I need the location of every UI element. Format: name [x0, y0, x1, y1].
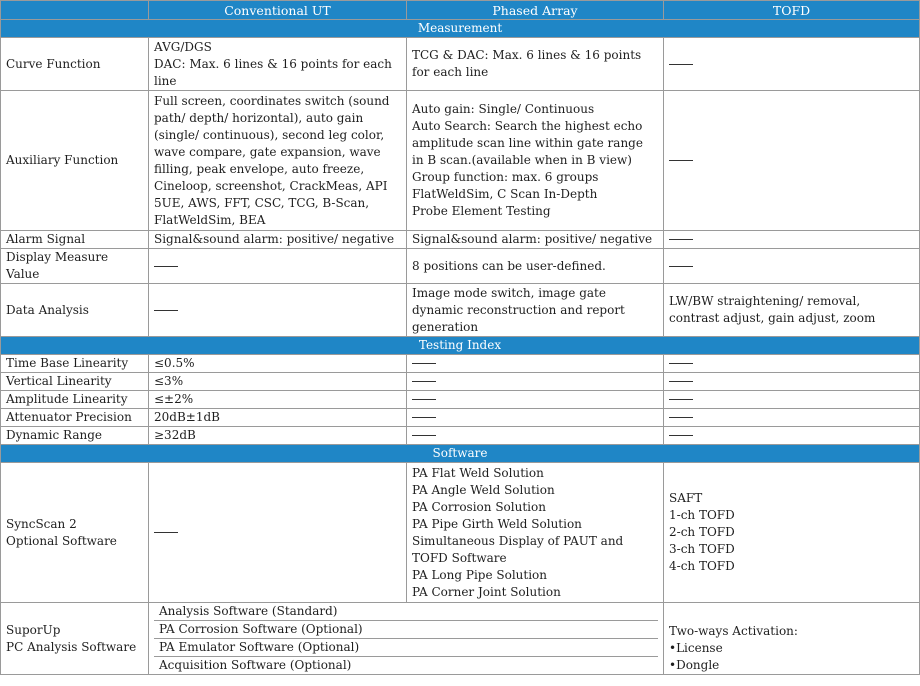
text-line: FlatWeldSim, C Scan In-Depth	[412, 187, 598, 201]
header-tofd: TOFD	[664, 1, 920, 20]
list-item: PA Corrosion Software (Optional)	[154, 621, 658, 639]
row-label: Data Analysis	[1, 284, 149, 337]
text-line: •Dongle	[669, 658, 720, 672]
list-item: Analysis Software (Standard)	[154, 603, 658, 621]
text-line: Auto Search: Search the highest echo amplitude scan line within gate range in B scan.(available when in B view)	[412, 119, 643, 167]
data-analysis-tofd: LW/BW straightening/ removal, contrast adjust, gain adjust, zoom	[664, 284, 920, 337]
amplitude-linearity-conventional: ≤±2%	[149, 391, 407, 409]
syncscan-phased	[407, 463, 664, 603]
dash-mark	[154, 310, 178, 311]
row-alarm-signal	[1, 231, 920, 249]
text-line: 2-ch TOFD	[669, 525, 735, 539]
row-time-base-linearity	[1, 355, 920, 373]
row-label: Amplitude Linearity	[1, 391, 149, 409]
row-label: Vertical Linearity	[1, 373, 149, 391]
text-line: AVG/DGS	[154, 39, 212, 54]
row-data-analysis	[1, 284, 920, 337]
display-measure-conventional	[149, 249, 407, 284]
header-row	[1, 1, 920, 20]
text-line: SyncScan 2	[6, 516, 77, 531]
row-curve-function	[1, 38, 920, 91]
attenuator-precision-tofd	[664, 409, 920, 427]
text-line: 3-ch TOFD	[669, 542, 735, 556]
text-line: PA Corrosion Solution	[412, 499, 546, 514]
text-line: 1-ch TOFD	[669, 508, 735, 522]
time-base-linearity-tofd	[664, 355, 920, 373]
text-line: PA Angle Weld Solution	[412, 482, 555, 497]
dash-mark	[412, 399, 436, 400]
dash-mark	[669, 363, 693, 364]
vertical-linearity-tofd	[664, 373, 920, 391]
curve-function-phased: TCG & DAC: Max. 6 lines & 16 points for each line	[407, 38, 664, 91]
display-measure-tofd	[664, 249, 920, 284]
text-line: Simultaneous Display of PAUT and TOFD Software	[412, 533, 624, 565]
data-analysis-phased: Image mode switch, image gate dynamic reconstruction and report generation	[407, 284, 664, 337]
time-base-linearity-conventional: ≤0.5%	[149, 355, 407, 373]
row-label: Dynamic Range	[1, 427, 149, 445]
syncscan-conventional	[149, 463, 407, 603]
amplitude-linearity-tofd	[664, 391, 920, 409]
header-blank	[1, 1, 149, 20]
row-label: Display Measure Value	[1, 249, 149, 284]
section-measurement	[1, 20, 920, 38]
text-line: PC Analysis Software	[6, 639, 137, 654]
curve-function-conventional	[149, 38, 407, 91]
text-line: Probe Element Testing	[412, 204, 551, 218]
text-line: SAFT	[669, 491, 703, 505]
auxiliary-function-phased	[407, 91, 664, 231]
row-amplitude-linearity	[1, 391, 920, 409]
text-line: 4-ch TOFD	[669, 559, 735, 573]
text-line: PA Pipe Girth Weld Solution	[412, 516, 582, 531]
text-line: SuporUp	[6, 622, 61, 637]
text-line: PA Flat Weld Solution	[412, 465, 544, 480]
auxiliary-function-conventional: Full screen, coordinates switch (sound path/ depth/ horizontal), auto gain (single/ continuous), second leg color, wave compare, gate expansion, wave filling, peak envelope, auto freeze, Cineloop, screenshot, CrackMeas, API 5UE, AWS, FFT, CSC, TCG, B-Scan, FlatWeldSim, BEA	[149, 91, 407, 231]
list-item: Acquisition Software (Optional)	[159, 658, 352, 672]
curve-function-tofd	[664, 38, 920, 91]
syncscan-tofd	[664, 463, 920, 603]
dash-mark	[154, 266, 178, 267]
dynamic-range-tofd	[664, 427, 920, 445]
row-display-measure-value	[1, 249, 920, 284]
display-measure-phased: 8 positions can be user-defined.	[407, 249, 664, 284]
amplitude-linearity-phased	[407, 391, 664, 409]
dash-mark	[669, 266, 693, 267]
row-label: Time Base Linearity	[1, 355, 149, 373]
row-label: Curve Function	[1, 38, 149, 91]
dash-mark	[412, 435, 436, 436]
section-testing-index	[1, 337, 920, 355]
header-conventional-ut: Conventional UT	[149, 1, 407, 20]
auxiliary-function-tofd	[664, 91, 920, 231]
dynamic-range-phased	[407, 427, 664, 445]
row-vertical-linearity	[1, 373, 920, 391]
section-title-software: Software	[1, 445, 920, 463]
text-line: PA Corner Joint Solution	[412, 584, 561, 599]
row-suporup-software	[1, 603, 920, 675]
vertical-linearity-conventional: ≤3%	[149, 373, 407, 391]
dash-mark	[669, 381, 693, 382]
dash-mark	[412, 381, 436, 382]
row-label: Attenuator Precision	[1, 409, 149, 427]
dash-mark	[669, 399, 693, 400]
suporup-activation	[664, 603, 920, 675]
data-analysis-conventional	[149, 284, 407, 337]
syncscan-label	[1, 463, 149, 603]
text-line: •License	[669, 641, 723, 655]
row-auxiliary-function	[1, 91, 920, 231]
text-line: Group function: max. 6 groups	[412, 170, 599, 184]
list-item: PA Emulator Software (Optional)	[154, 639, 658, 657]
row-attenuator-precision	[1, 409, 920, 427]
row-label: Auxiliary Function	[1, 91, 149, 231]
dash-mark	[412, 417, 436, 418]
alarm-signal-phased: Signal&sound alarm: positive/ negative	[407, 231, 664, 249]
vertical-linearity-phased	[407, 373, 664, 391]
dash-mark	[412, 363, 436, 364]
suporup-software-list	[149, 603, 664, 675]
attenuator-precision-phased	[407, 409, 664, 427]
dash-mark	[669, 435, 693, 436]
text-line: PA Long Pipe Solution	[412, 567, 548, 582]
section-title-measurement: Measurement	[1, 20, 920, 38]
row-label: Alarm Signal	[1, 231, 149, 249]
dash-mark	[154, 532, 178, 533]
alarm-signal-tofd	[664, 231, 920, 249]
row-dynamic-range	[1, 427, 920, 445]
text-line: Two-ways Activation:	[669, 624, 798, 638]
alarm-signal-conventional: Signal&sound alarm: positive/ negative	[149, 231, 407, 249]
dynamic-range-conventional: ≥32dB	[149, 427, 407, 445]
section-title-testing-index: Testing Index	[1, 337, 920, 355]
text-line: Optional Software	[6, 533, 117, 548]
row-syncscan-software	[1, 463, 920, 603]
dash-mark	[669, 160, 693, 161]
dash-mark	[669, 64, 693, 65]
attenuator-precision-conventional: 20dB±1dB	[149, 409, 407, 427]
dash-mark	[669, 239, 693, 240]
header-phased-array: Phased Array	[407, 1, 664, 20]
section-software	[1, 445, 920, 463]
suporup-label	[1, 603, 149, 675]
text-line: DAC: Max. 6 lines & 16 points for each line	[154, 56, 392, 88]
dash-mark	[669, 417, 693, 418]
text-line: Auto gain: Single/ Continuous	[412, 102, 595, 116]
time-base-linearity-phased	[407, 355, 664, 373]
